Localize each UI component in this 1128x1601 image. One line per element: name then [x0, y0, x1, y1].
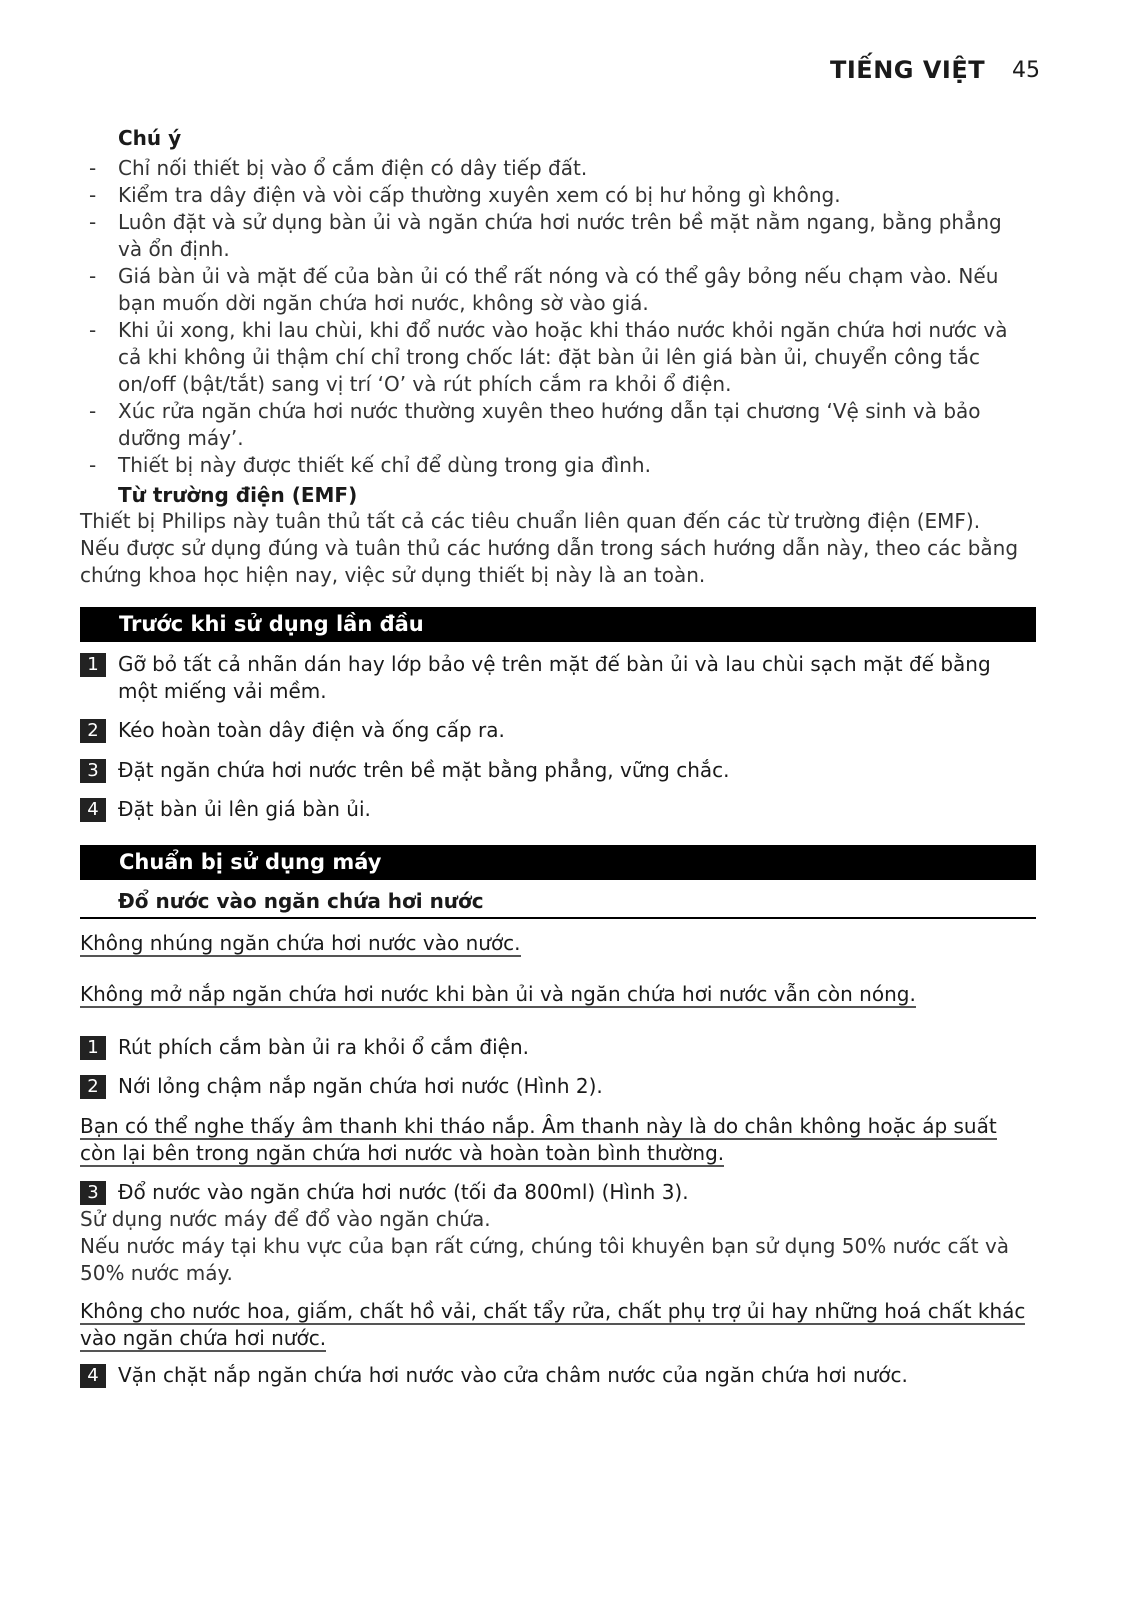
step-number: 4	[80, 1364, 106, 1388]
caution-item: - Khi ủi xong, khi lau chùi, khi đổ nước vào hoặc khi tháo nước khỏi ngăn chứa hơi nước và cả khi không ủi thậm chí chỉ trong chốc lát: đặt bàn ủi lên giá bàn ủi, chuyển công tắc on/off (bật/tắt) sang vị trí ‘O’ và rút phích cắm ra khỏi ổ điện.	[80, 317, 1025, 398]
caution-item: - Giá bàn ủi và mặt đế của bàn ủi có thể rất nóng và có thể gây bỏng nếu chạm vào. Nếu bạn muốn dời ngăn chứa hơi nước, không sờ vào giá.	[80, 263, 1025, 317]
step-number: 2	[80, 719, 106, 743]
emf-text: Thiết bị Philips này tuân thủ tất cả các tiêu chuẩn liên quan đến các từ trường điện (EMF). Nếu được sử dụng đúng và tuân thủ các hướng dẫn trong sách hướng dẫn này, theo các bằng chứng khoa học hiện nay, việc sử dụng thiết bị này là an toàn.	[80, 509, 1019, 587]
caution-title: Chú ý	[118, 126, 182, 150]
step-number: 1	[80, 653, 106, 677]
step-number: 4	[80, 798, 106, 822]
note-text: Bạn có thể nghe thấy âm thanh khi tháo nắp. Âm thanh này là do chân không hoặc áp suất còn lại bên trong ngăn chứa hơi nước và hoàn toàn bình thường.	[80, 1114, 997, 1165]
step-text: Đặt bàn ủi lên giá bàn ủi.	[118, 797, 371, 821]
caution-item: - Xúc rửa ngăn chứa hơi nước thường xuyên theo hướng dẫn tại chương ‘Vệ sinh và bảo dưỡng máy’.	[80, 398, 1025, 452]
step-text: Kéo hoàn toàn dây điện và ống cấp ra.	[118, 718, 505, 742]
step-text: Nới lỏng chậm nắp ngăn chứa hơi nước (Hình 2).	[118, 1074, 603, 1098]
filling-subtitle: Đổ nước vào ngăn chứa hơi nước	[118, 889, 484, 913]
step-item	[80, 1179, 1030, 1206]
caution-item: - Kiểm tra dây điện và vòi cấp thường xuyên xem có bị hư hỏng gì không.	[80, 182, 1025, 209]
step-item	[80, 1034, 1030, 1061]
step-text: Đặt ngăn chứa hơi nước trên bề mặt bằng phẳng, vững chắc.	[118, 758, 730, 782]
step-number: 2	[80, 1075, 106, 1099]
step-detail: Nếu nước máy tại khu vực của bạn rất cứng, chúng tôi khuyên bạn sử dụng 50% nước cất và 50% nước máy.	[80, 1234, 1010, 1285]
warning-text: Không mở nắp ngăn chứa hơi nước khi bàn ủi và ngăn chứa hơi nước vẫn còn nóng.	[80, 982, 916, 1006]
emf-title: Từ trường điện (EMF)	[118, 483, 358, 507]
caution-item: - Luôn đặt và sử dụng bàn ủi và ngăn chứa hơi nước trên bề mặt nằm ngang, bằng phẳng và ổn định.	[80, 209, 1025, 263]
step-item	[80, 796, 1030, 823]
subtitle-rule	[80, 917, 1036, 919]
page-number: 45	[1012, 58, 1040, 83]
step-item	[80, 651, 1030, 705]
step-text: Gỡ bỏ tất cả nhãn dán hay lớp bảo vệ trên mặt đế bàn ủi và lau chùi sạch mặt đế bằng một miếng vải mềm.	[118, 652, 991, 703]
step-item	[80, 757, 1030, 784]
warning-text: Không cho nước hoa, giấm, chất hồ vải, chất tẩy rửa, chất phụ trợ ủi hay những hoá chất khác vào ngăn chứa hơi nước.	[80, 1299, 1026, 1350]
caution-item: - Chỉ nối thiết bị vào ổ cắm điện có dây tiếp đất.	[80, 155, 1025, 182]
step-text: Vặn chặt nắp ngăn chứa hơi nước vào cửa châm nước của ngăn chứa hơi nước.	[118, 1363, 908, 1387]
step-text: Rút phích cắm bàn ủi ra khỏi ổ cắm điện.	[118, 1035, 530, 1059]
step-text: Đổ nước vào ngăn chứa hơi nước (tối đa 800ml) (Hình 3).	[118, 1180, 689, 1204]
step-item	[80, 1362, 1030, 1389]
step-item	[80, 717, 1030, 744]
warning-text: Không nhúng ngăn chứa hơi nước vào nước.	[80, 931, 521, 955]
step-number: 1	[80, 1036, 106, 1060]
page-language-title: TIẾNG VIỆT	[830, 56, 986, 84]
step-number: 3	[80, 759, 106, 783]
section-bar-before-first-use: Trước khi sử dụng lần đầu	[80, 607, 1036, 642]
step-detail: Sử dụng nước máy để đổ vào ngăn chứa.	[80, 1207, 491, 1231]
step-item	[80, 1073, 1030, 1100]
caution-list	[80, 155, 1025, 479]
section-bar-preparing: Chuẩn bị sử dụng máy	[80, 845, 1036, 880]
caution-item: - Thiết bị này được thiết kế chỉ để dùng trong gia đình.	[80, 452, 1025, 479]
step-number: 3	[80, 1181, 106, 1205]
